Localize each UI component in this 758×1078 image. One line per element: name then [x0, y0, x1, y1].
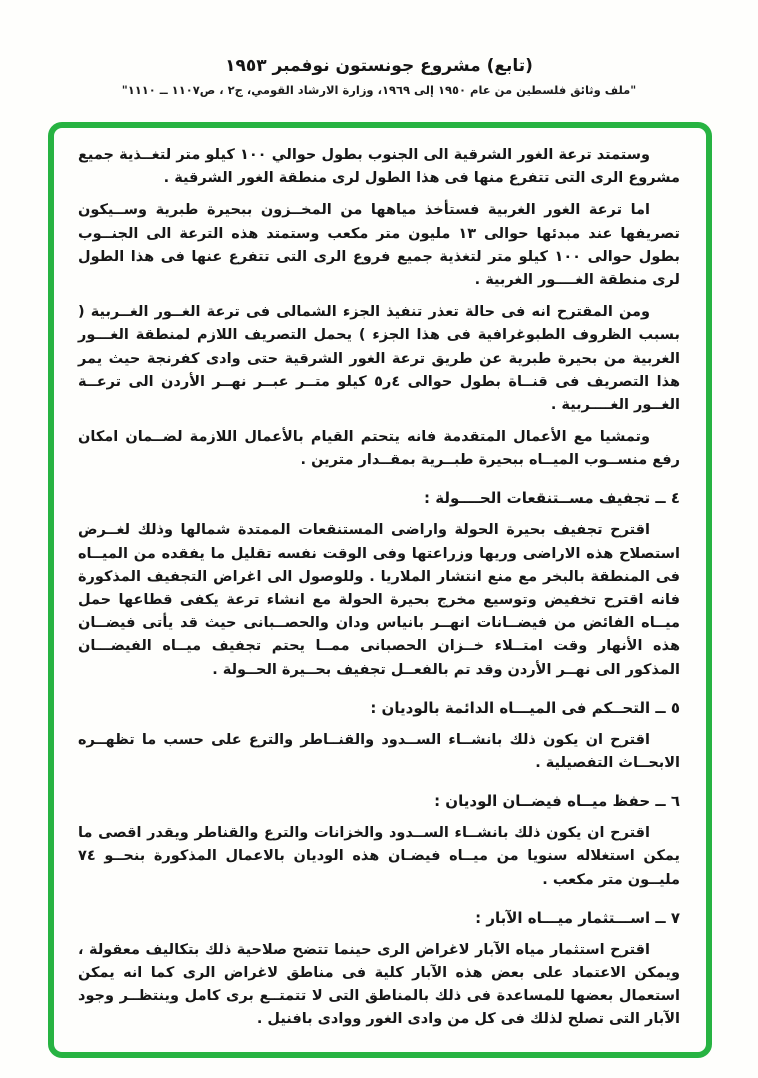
paragraph-wadi-control: اقترح ان يكون ذلك بانشــاء الســدود والقنــاطر والترع على حسب ما تظهــره الابحــاث التفصيلية . [78, 731, 680, 771]
document-header [0, 0, 758, 97]
paragraph-well-water: اقترح استثمار مياه الآبار لاغراض الرى حينما تتضح صلاحية ذلك بتكاليف معقولة ، ويمكن الاعتماد على بعض هذه الآبار كلية فى مناطق لاغراض الرى كما انه يمكن استعمال بعضها للمساعدة فى ذلك بالمناطق التى لا تتمتــع برى كامل وينتظــر وجود الآبار التى تصلح لذلك فى كل من وادى الغور ووادى بافنيل . [78, 941, 680, 1028]
paragraph-flood-storage: اقترح ان يكون ذلك بانشــاء الســدود والخزانات والترع والقناطر ويقدر اقصى ما يمكن استغلاله سنويا من ميــاه فيضـان هذه الوديان بالاعمال المذكورة بنحــو ٧٤ مليــون متر مكعب . [78, 825, 680, 888]
heading-section-6-flood-storage: ٦ ــ حفظ ميــاه فيضــان الوديان : [434, 792, 680, 811]
document-title: (تابع) مشروع جونستون نوفمبر ١٩٥٣ [225, 56, 533, 76]
heading-section-4-huleh-drainage: ٤ ــ تجفيف مســتنقعات الحــــولة : [424, 489, 680, 508]
green-highlight-frame [48, 122, 712, 1058]
paragraph-huleh-drainage: اقترح تجفيف بحيرة الحولة واراضى المستنقعات الممتدة شمالها وذلك لغــرض استصلاح هذه الاراضى وريها وزراعتها وفى الوقت نفسه تقليل ما يفقده من الميــاه فى المنطقة بالبخر مع منع انتشار الملاريا . وللوصول الى اغراض التجفيف المذكورة فانه اقترح تخفيض وتوسيع مخرج بحيرة الحولة مع انشاء ترعة يكفى قطاعها حمل ميــاه الفائض من فيضــانات انهــر بانياس ودان والحصــبانى حيث قد يأتى فيضــان هذه الأنهار وقت امتــلاء خــزان الحصبانى ممــا يحتم تجفيف ميــاه الفيضـــان المذكور الى نهــر الأردن وقد تم بالفعــل تجفيف بحــيرة الحــولة . [78, 522, 680, 678]
paragraph-east-ghor-canal: وستمتد ترعة الغور الشرقية الى الجنوب بطول حوالي ١٠٠ كيلو متر لتغــذية جميع مشروع الرى التى تتفرع منها فى هذا الطول لرى منطقة الغور الشرقية . [78, 147, 680, 187]
heading-section-7-well-water: ٧ ــ اســـتثمار ميـــاه الآبار : [475, 908, 680, 927]
heading-section-5-wadi-control: ٥ ــ التحــكم فى الميـــاه الدائمة بالوديان : [370, 698, 680, 717]
paragraph-west-ghor-canal: اما ترعة الغور الغربية فستأخذ مياهها من المخــزون ببحيرة طبرية وســيكون تصريفها عند مبدئها حوالى ١٣ مليون متر مكعب وستمتد هذه الترعة الى الجنــوب بطول حوالى ١٠٠ كيلو متر لتغذية جميع فروع الرى التى تتفرع عنها فى هذا الطول لرى منطقة الغــــور الغربية . [78, 202, 681, 288]
paragraph-lake-level-raise: وتمشيا مع الأعمال المتقدمة فانه يتحتم القيام بالأعمال اللازمة لضــمان امكان رفع منســوب الميــاه ببحيرة طبــرية بمقــدار مترين . [78, 429, 680, 469]
document-source-citation: "ملف وثائق فلسطين من عام ١٩٥٠ إلى ١٩٦٩، وزارة الارشاد القومي، ج٢ ، ص١١٠٧ ــ ١١١٠" [121, 83, 637, 97]
paragraph-northern-section: ومن المقترح انه فى حالة تعذر تنفيذ الجزء الشمالى فى ترعة الغــور الغــربية ( بسبب الظروف الطبوغرافية فى هذا الجزء ) يحمل التصريف اللازم لمنطقة الغـــور الغربية من بحيرة طبرية عن طريق ترعة الغور الشرقية حتى وادى كفرنجة حيث يمر هذا التصريف فى قنــاة بطول حوالى ٤ر٥ كيلو متــر عبــر نهــر الأردن الى ترعــة الغــور الغــــربية . [78, 304, 681, 413]
